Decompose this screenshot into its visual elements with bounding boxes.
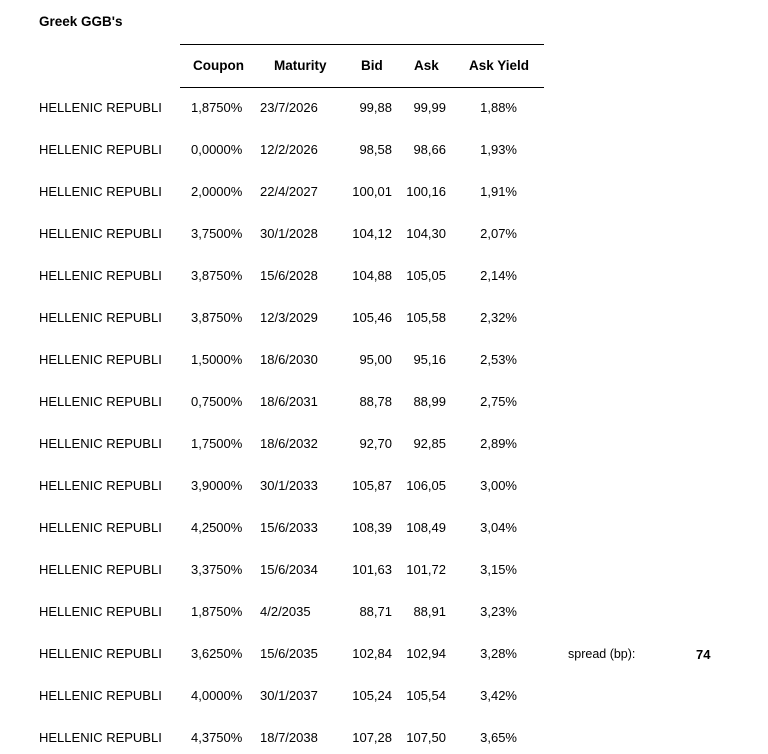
bond-name: HELLENIC REPUBLI	[39, 646, 162, 661]
column-header-bid: Bid	[361, 58, 383, 73]
page-title: Greek GGB's	[39, 14, 123, 29]
maturity-cell: 15/6/2033	[260, 520, 318, 535]
bid-cell: 95,00	[359, 352, 392, 367]
bid-cell: 98,58	[359, 142, 392, 157]
column-header-ask-yield: Ask Yield	[469, 58, 530, 73]
coupon-cell: 4,3750%	[191, 730, 243, 745]
bond-name: HELLENIC REPUBLI	[39, 562, 162, 577]
coupon-cell: 3,3750%	[191, 562, 243, 577]
bond-name: HELLENIC REPUBLI	[39, 394, 162, 409]
ask-yield-cell: 2,07%	[480, 226, 517, 241]
ask-cell: 106,05	[406, 478, 446, 493]
maturity-cell: 12/2/2026	[260, 142, 318, 157]
coupon-cell: 1,7500%	[191, 436, 243, 451]
maturity-cell: 30/1/2033	[260, 478, 318, 493]
ask-yield-cell: 3,23%	[480, 604, 517, 619]
bid-cell: 108,39	[352, 520, 392, 535]
coupon-cell: 3,6250%	[191, 646, 243, 661]
bid-cell: 105,24	[352, 688, 392, 703]
ask-cell: 107,50	[406, 730, 446, 745]
column-header-maturity: Maturity	[274, 58, 327, 73]
ask-cell: 101,72	[406, 562, 446, 577]
column-header-coupon: Coupon	[193, 58, 244, 73]
maturity-cell: 18/7/2038	[260, 730, 318, 745]
coupon-cell: 1,8750%	[191, 100, 243, 115]
bid-cell: 104,12	[352, 226, 392, 241]
bond-name: HELLENIC REPUBLI	[39, 226, 162, 241]
spread-value: 74	[696, 647, 711, 662]
coupon-cell: 4,0000%	[191, 688, 243, 703]
coupon-cell: 3,8750%	[191, 268, 243, 283]
header-bottom-rule	[180, 87, 544, 88]
coupon-cell: 1,8750%	[191, 604, 243, 619]
ask-yield-cell: 1,93%	[480, 142, 517, 157]
bond-name: HELLENIC REPUBLI	[39, 604, 162, 619]
ask-cell: 105,58	[406, 310, 446, 325]
maturity-cell: 18/6/2032	[260, 436, 318, 451]
bond-name: HELLENIC REPUBLI	[39, 268, 162, 283]
ask-cell: 98,66	[413, 142, 446, 157]
ask-yield-cell: 3,04%	[480, 520, 517, 535]
ask-yield-cell: 3,65%	[480, 730, 517, 745]
coupon-cell: 0,7500%	[191, 394, 243, 409]
maturity-cell: 30/1/2037	[260, 688, 318, 703]
header-top-rule	[180, 44, 544, 45]
bond-name: HELLENIC REPUBLI	[39, 100, 162, 115]
ask-cell: 99,99	[413, 100, 446, 115]
ask-yield-cell: 1,91%	[480, 184, 517, 199]
ask-yield-cell: 3,15%	[480, 562, 517, 577]
column-header-ask: Ask	[414, 58, 439, 73]
bond-name: HELLENIC REPUBLI	[39, 520, 162, 535]
maturity-cell: 12/3/2029	[260, 310, 318, 325]
ask-cell: 104,30	[406, 226, 446, 241]
ask-cell: 108,49	[406, 520, 446, 535]
ask-cell: 92,85	[413, 436, 446, 451]
coupon-cell: 3,9000%	[191, 478, 243, 493]
bond-name: HELLENIC REPUBLI	[39, 310, 162, 325]
coupon-cell: 3,8750%	[191, 310, 243, 325]
bid-cell: 92,70	[359, 436, 392, 451]
maturity-cell: 4/2/2035	[260, 604, 311, 619]
ask-yield-cell: 2,89%	[480, 436, 517, 451]
bond-name: HELLENIC REPUBLI	[39, 142, 162, 157]
ask-cell: 105,54	[406, 688, 446, 703]
ask-yield-cell: 3,00%	[480, 478, 517, 493]
maturity-cell: 23/7/2026	[260, 100, 318, 115]
ask-cell: 102,94	[406, 646, 446, 661]
bond-name: HELLENIC REPUBLI	[39, 478, 162, 493]
bid-cell: 107,28	[352, 730, 392, 745]
ask-yield-cell: 3,42%	[480, 688, 517, 703]
maturity-cell: 15/6/2035	[260, 646, 318, 661]
bid-cell: 101,63	[352, 562, 392, 577]
bid-cell: 99,88	[359, 100, 392, 115]
maturity-cell: 15/6/2028	[260, 268, 318, 283]
bid-cell: 88,78	[359, 394, 392, 409]
bid-cell: 104,88	[352, 268, 392, 283]
bond-name: HELLENIC REPUBLI	[39, 436, 162, 451]
bid-cell: 105,87	[352, 478, 392, 493]
coupon-cell: 4,2500%	[191, 520, 243, 535]
ask-yield-cell: 2,32%	[480, 310, 517, 325]
maturity-cell: 30/1/2028	[260, 226, 318, 241]
bid-cell: 105,46	[352, 310, 392, 325]
ask-cell: 88,91	[413, 604, 446, 619]
ask-yield-cell: 2,53%	[480, 352, 517, 367]
ask-cell: 95,16	[413, 352, 446, 367]
maturity-cell: 22/4/2027	[260, 184, 318, 199]
bond-name: HELLENIC REPUBLI	[39, 688, 162, 703]
coupon-cell: 0,0000%	[191, 142, 243, 157]
bid-cell: 88,71	[359, 604, 392, 619]
bond-name: HELLENIC REPUBLI	[39, 352, 162, 367]
bid-cell: 102,84	[352, 646, 392, 661]
ask-cell: 88,99	[413, 394, 446, 409]
bond-name: HELLENIC REPUBLI	[39, 184, 162, 199]
ask-cell: 105,05	[406, 268, 446, 283]
maturity-cell: 18/6/2030	[260, 352, 318, 367]
ask-yield-cell: 2,14%	[480, 268, 517, 283]
spread-label: spread (bp):	[568, 647, 636, 661]
coupon-cell: 2,0000%	[191, 184, 243, 199]
ask-yield-cell: 3,28%	[480, 646, 517, 661]
bond-name: HELLENIC REPUBLI	[39, 730, 162, 745]
ask-yield-cell: 2,75%	[480, 394, 517, 409]
maturity-cell: 18/6/2031	[260, 394, 318, 409]
coupon-cell: 1,5000%	[191, 352, 243, 367]
ask-cell: 100,16	[406, 184, 446, 199]
bid-cell: 100,01	[352, 184, 392, 199]
maturity-cell: 15/6/2034	[260, 562, 318, 577]
coupon-cell: 3,7500%	[191, 226, 243, 241]
ask-yield-cell: 1,88%	[480, 100, 517, 115]
